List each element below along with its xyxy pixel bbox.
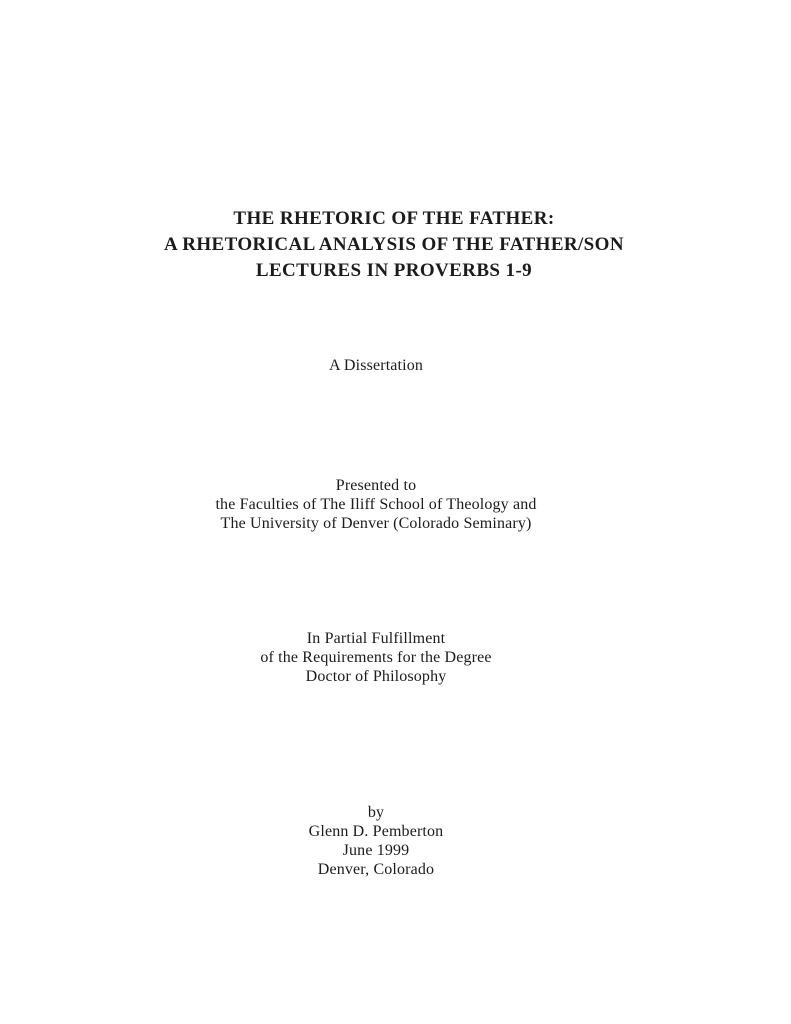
author-name: Glenn D. Pemberton: [308, 823, 444, 840]
fulfillment-section: [0, 629, 752, 686]
fulfillment-line-1: In Partial Fulfillment: [306, 630, 446, 647]
fulfillment-line-3: Doctor of Philosophy: [305, 668, 447, 685]
fulfillment-line-2: of the Requirements for the Degree: [260, 649, 492, 666]
dissertation-title: [0, 206, 788, 284]
presented-to-section: [0, 476, 752, 533]
dissertation-label: [0, 356, 752, 375]
author-section: [0, 803, 752, 879]
publication-location: Denver, Colorado: [317, 861, 435, 878]
title-line-2: A RHETORICAL ANALYSIS OF THE FATHER/SON: [164, 234, 624, 255]
publication-date: June 1999: [342, 842, 410, 859]
presented-line-1: Presented to: [335, 477, 417, 494]
presented-line-3: The University of Denver (Colorado Seminary): [220, 515, 532, 532]
dissertation-label-text: A Dissertation: [328, 357, 424, 374]
title-line-3: LECTURES IN PROVERBS 1-9: [255, 260, 533, 281]
title-line-1: THE RHETORIC OF THE FATHER:: [233, 208, 555, 229]
presented-line-2: the Faculties of The Iliff School of Theology and: [215, 496, 537, 513]
by-label: by: [367, 804, 385, 821]
